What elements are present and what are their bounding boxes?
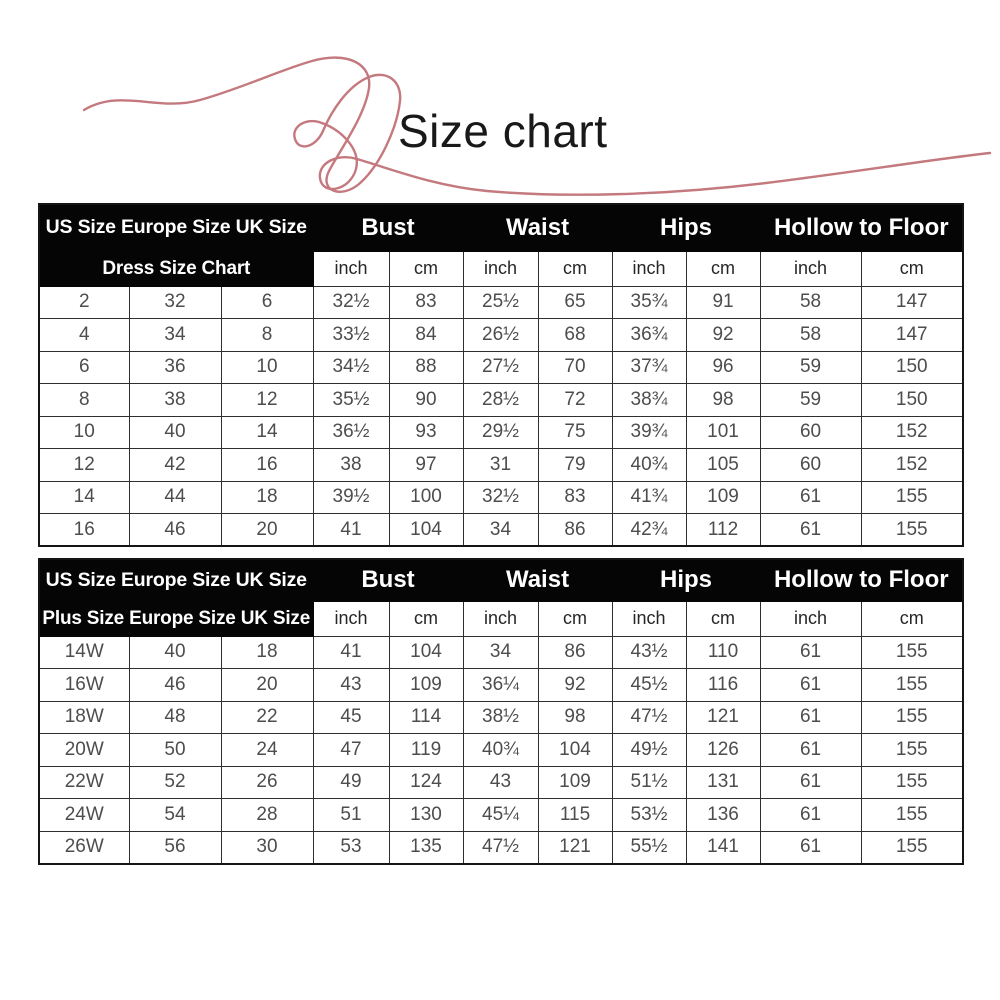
table-cell: 40 <box>129 416 221 449</box>
table-cell: 61 <box>760 831 861 864</box>
table-cell: 35¾ <box>612 286 686 319</box>
table-cell: 121 <box>686 701 760 734</box>
table-cell: 155 <box>861 799 963 832</box>
table-cell: 22 <box>221 701 313 734</box>
table-cell: 60 <box>760 416 861 449</box>
table-cell: 109 <box>538 766 612 799</box>
table-cell: 51½ <box>612 766 686 799</box>
column-group-header: US Size Europe Size UK Size <box>39 559 313 601</box>
column-group-header: Hollow to Floor <box>760 204 963 251</box>
unit-header: inch <box>612 601 686 636</box>
table-cell: 10 <box>39 416 129 449</box>
table-cell: 29½ <box>463 416 538 449</box>
table-cell: 54 <box>129 799 221 832</box>
table-cell: 135 <box>389 831 463 864</box>
table-cell: 131 <box>686 766 760 799</box>
table-cell: 116 <box>686 669 760 702</box>
table-cell: 61 <box>760 481 861 514</box>
dress-size-table <box>38 203 964 547</box>
unit-header: cm <box>686 251 760 286</box>
column-group-header: Hips <box>612 204 760 251</box>
table-cell: 97 <box>389 449 463 482</box>
table-cell: 61 <box>760 701 861 734</box>
table-cell: 104 <box>538 734 612 767</box>
table-cell: 25½ <box>463 286 538 319</box>
unit-header: cm <box>538 601 612 636</box>
table-row <box>39 351 963 384</box>
table-cell: 155 <box>861 734 963 767</box>
table-cell: 155 <box>861 701 963 734</box>
table-cell: 8 <box>39 384 129 417</box>
table-cell: 42¾ <box>612 514 686 547</box>
table-cell: 91 <box>686 286 760 319</box>
table-cell: 59 <box>760 351 861 384</box>
unit-header: inch <box>760 601 861 636</box>
table-cell: 4 <box>39 319 129 352</box>
table-cell: 14W <box>39 636 129 669</box>
table-cell: 155 <box>861 481 963 514</box>
table-cell: 24W <box>39 799 129 832</box>
unit-header: cm <box>686 601 760 636</box>
unit-header: inch <box>313 601 389 636</box>
table-cell: 41¾ <box>612 481 686 514</box>
table-cell: 14 <box>39 481 129 514</box>
unit-header: inch <box>463 251 538 286</box>
table-cell: 86 <box>538 514 612 547</box>
table-cell: 152 <box>861 449 963 482</box>
table-cell: 34 <box>463 514 538 547</box>
table-cell: 36 <box>129 351 221 384</box>
table-cell: 12 <box>39 449 129 482</box>
table-cell: 8 <box>221 319 313 352</box>
table-cell: 114 <box>389 701 463 734</box>
table-cell: 6 <box>39 351 129 384</box>
header-group-row <box>39 204 963 251</box>
table-row <box>39 514 963 547</box>
table-cell: 32½ <box>463 481 538 514</box>
table-cell: 47 <box>313 734 389 767</box>
table-cell: 53 <box>313 831 389 864</box>
table-cell: 49 <box>313 766 389 799</box>
table-row <box>39 416 963 449</box>
table-cell: 46 <box>129 514 221 547</box>
table-cell: 40¾ <box>463 734 538 767</box>
table-cell: 32½ <box>313 286 389 319</box>
table-cell: 92 <box>538 669 612 702</box>
table-cell: 16 <box>39 514 129 547</box>
table-cell: 84 <box>389 319 463 352</box>
column-group-header: Bust <box>313 559 463 601</box>
table-cell: 112 <box>686 514 760 547</box>
table-cell: 16W <box>39 669 129 702</box>
table-cell: 44 <box>129 481 221 514</box>
table-cell: 147 <box>861 319 963 352</box>
table-row <box>39 799 963 832</box>
table-cell: 41 <box>313 636 389 669</box>
column-group-header: Waist <box>463 559 612 601</box>
table-cell: 83 <box>538 481 612 514</box>
table-cell: 37¾ <box>612 351 686 384</box>
plus-size-table <box>38 558 964 865</box>
table-cell: 33½ <box>313 319 389 352</box>
table-cell: 31 <box>463 449 538 482</box>
column-group-header: Bust <box>313 204 463 251</box>
table-cell: 130 <box>389 799 463 832</box>
table-cell: 39¾ <box>612 416 686 449</box>
table-row <box>39 286 963 319</box>
table-cell: 47½ <box>612 701 686 734</box>
table-cell: 14 <box>221 416 313 449</box>
table-cell: 20 <box>221 514 313 547</box>
table-cell: 150 <box>861 351 963 384</box>
table-cell: 150 <box>861 384 963 417</box>
table-cell: 45½ <box>612 669 686 702</box>
table-cell: 38 <box>129 384 221 417</box>
unit-header: cm <box>389 601 463 636</box>
table-cell: 47½ <box>463 831 538 864</box>
column-group-header: Hips <box>612 559 760 601</box>
table-cell: 155 <box>861 514 963 547</box>
table-row <box>39 831 963 864</box>
table-cell: 26½ <box>463 319 538 352</box>
column-group-header: Hollow to Floor <box>760 559 963 601</box>
table-cell: 126 <box>686 734 760 767</box>
table-cell: 27½ <box>463 351 538 384</box>
table-cell: 22W <box>39 766 129 799</box>
table-cell: 34 <box>129 319 221 352</box>
table-cell: 10 <box>221 351 313 384</box>
column-group-header: Waist <box>463 204 612 251</box>
table-cell: 26 <box>221 766 313 799</box>
table-cell: 59 <box>760 384 861 417</box>
table-row <box>39 636 963 669</box>
table-cell: 75 <box>538 416 612 449</box>
table-cell: 60 <box>760 449 861 482</box>
table-cell: 79 <box>538 449 612 482</box>
table-cell: 46 <box>129 669 221 702</box>
table-cell: 12 <box>221 384 313 417</box>
unit-header: inch <box>612 251 686 286</box>
table-cell: 49½ <box>612 734 686 767</box>
table-cell: 152 <box>861 416 963 449</box>
table-cell: 51 <box>313 799 389 832</box>
table-cell: 38¾ <box>612 384 686 417</box>
table-cell: 28 <box>221 799 313 832</box>
table-row <box>39 481 963 514</box>
table-row <box>39 734 963 767</box>
table-cell: 53½ <box>612 799 686 832</box>
table-cell: 72 <box>538 384 612 417</box>
unit-header-row <box>39 251 963 286</box>
table-cell: 36¼ <box>463 669 538 702</box>
table-row <box>39 766 963 799</box>
table-cell: 45¼ <box>463 799 538 832</box>
table-cell: 61 <box>760 766 861 799</box>
unit-header: cm <box>538 251 612 286</box>
table-cell: 104 <box>389 514 463 547</box>
table-cell: 147 <box>861 286 963 319</box>
table-cell: 40¾ <box>612 449 686 482</box>
table-cell: 38 <box>313 449 389 482</box>
table-row <box>39 449 963 482</box>
table-cell: 65 <box>538 286 612 319</box>
table-cell: 20W <box>39 734 129 767</box>
table-cell: 104 <box>389 636 463 669</box>
table-cell: 26W <box>39 831 129 864</box>
table-cell: 43½ <box>612 636 686 669</box>
table-cell: 119 <box>389 734 463 767</box>
unit-header: inch <box>463 601 538 636</box>
table-cell: 92 <box>686 319 760 352</box>
table-row <box>39 384 963 417</box>
table-cell: 155 <box>861 766 963 799</box>
table-cell: 45 <box>313 701 389 734</box>
table-cell: 32 <box>129 286 221 319</box>
table-cell: 18 <box>221 481 313 514</box>
unit-header: cm <box>861 601 963 636</box>
table-cell: 110 <box>686 636 760 669</box>
table-corner-label: Dress Size Chart <box>39 251 313 286</box>
table-cell: 83 <box>389 286 463 319</box>
table-corner-label: Plus Size Europe Size UK Size <box>39 601 313 636</box>
table-cell: 6 <box>221 286 313 319</box>
page-title: Size chart <box>398 105 608 157</box>
table-cell: 58 <box>760 286 861 319</box>
table-cell: 136 <box>686 799 760 832</box>
table-cell: 56 <box>129 831 221 864</box>
table-cell: 61 <box>760 636 861 669</box>
table-cell: 58 <box>760 319 861 352</box>
table-cell: 88 <box>389 351 463 384</box>
table-cell: 124 <box>389 766 463 799</box>
table-cell: 20 <box>221 669 313 702</box>
unit-header: cm <box>861 251 963 286</box>
table-cell: 86 <box>538 636 612 669</box>
table-cell: 68 <box>538 319 612 352</box>
table-cell: 100 <box>389 481 463 514</box>
table-cell: 61 <box>760 799 861 832</box>
table-row <box>39 669 963 702</box>
table-cell: 61 <box>760 514 861 547</box>
table-cell: 93 <box>389 416 463 449</box>
table-cell: 48 <box>129 701 221 734</box>
table-cell: 40 <box>129 636 221 669</box>
table-cell: 61 <box>760 669 861 702</box>
table-cell: 115 <box>538 799 612 832</box>
table-cell: 43 <box>313 669 389 702</box>
table-cell: 109 <box>389 669 463 702</box>
table-cell: 16 <box>221 449 313 482</box>
table-cell: 109 <box>686 481 760 514</box>
unit-header: inch <box>760 251 861 286</box>
table-row <box>39 319 963 352</box>
table-cell: 90 <box>389 384 463 417</box>
table-cell: 43 <box>463 766 538 799</box>
table-cell: 41 <box>313 514 389 547</box>
table-cell: 155 <box>861 669 963 702</box>
unit-header: inch <box>313 251 389 286</box>
table-cell: 28½ <box>463 384 538 417</box>
table-cell: 34 <box>463 636 538 669</box>
table-cell: 36¾ <box>612 319 686 352</box>
table-cell: 38½ <box>463 701 538 734</box>
table-cell: 141 <box>686 831 760 864</box>
column-group-header: US Size Europe Size UK Size <box>39 204 313 251</box>
table-cell: 30 <box>221 831 313 864</box>
table-cell: 34½ <box>313 351 389 384</box>
table-cell: 18 <box>221 636 313 669</box>
table-cell: 2 <box>39 286 129 319</box>
table-cell: 42 <box>129 449 221 482</box>
table-cell: 70 <box>538 351 612 384</box>
table-cell: 35½ <box>313 384 389 417</box>
table-cell: 105 <box>686 449 760 482</box>
table-cell: 155 <box>861 831 963 864</box>
table-cell: 121 <box>538 831 612 864</box>
table-cell: 96 <box>686 351 760 384</box>
table-cell: 98 <box>686 384 760 417</box>
table-row <box>39 701 963 734</box>
unit-header-row <box>39 601 963 636</box>
header-group-row <box>39 559 963 601</box>
table-cell: 155 <box>861 636 963 669</box>
table-cell: 50 <box>129 734 221 767</box>
table-cell: 101 <box>686 416 760 449</box>
table-cell: 61 <box>760 734 861 767</box>
table-cell: 52 <box>129 766 221 799</box>
table-cell: 98 <box>538 701 612 734</box>
unit-header: cm <box>389 251 463 286</box>
table-cell: 18W <box>39 701 129 734</box>
table-cell: 39½ <box>313 481 389 514</box>
table-cell: 24 <box>221 734 313 767</box>
table-cell: 55½ <box>612 831 686 864</box>
table-cell: 36½ <box>313 416 389 449</box>
